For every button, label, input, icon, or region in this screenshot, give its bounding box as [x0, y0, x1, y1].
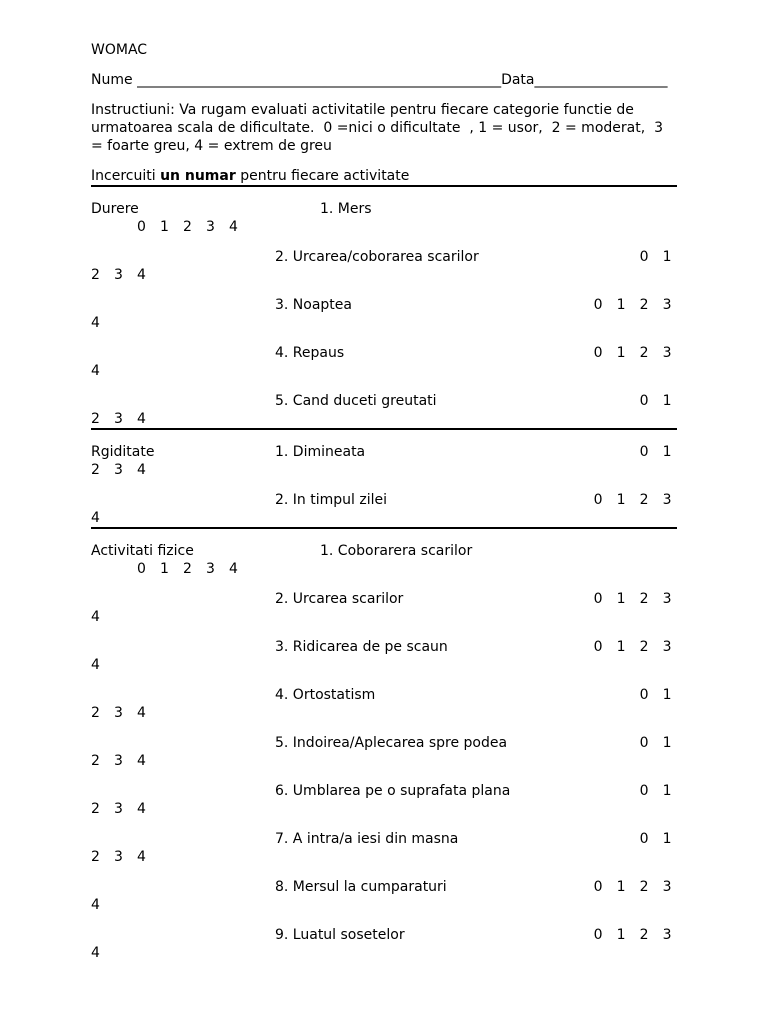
- item-label: 1. Dimineata: [275, 444, 366, 460]
- rating-scale: 0 1 2 3 4: [137, 561, 238, 577]
- rating-scale: 0 1: [639, 687, 672, 703]
- document-title: WOMAC: [91, 42, 148, 58]
- rating-scale-wrap: 4: [91, 897, 100, 913]
- directive-text: Incercuiti: [91, 168, 161, 184]
- rating-scale-wrap: 4: [91, 510, 100, 526]
- item-label: 2. In timpul zilei: [275, 492, 388, 508]
- item-label: 3. Noaptea: [275, 297, 352, 313]
- item-label: 1. Mers: [320, 201, 372, 217]
- rating-scale: 0 1: [639, 783, 672, 799]
- document-body: [91, 41, 677, 962]
- instruction-line: = foarte greu, 4 = extrem de greu: [91, 138, 332, 154]
- directive-emphasis: un numar: [160, 168, 236, 184]
- item-label: 8. Mersul la cumparaturi: [275, 879, 447, 895]
- item-row: [91, 491, 677, 527]
- rating-scale-wrap: 4: [91, 945, 100, 961]
- rating-scale: 0 1: [639, 444, 672, 460]
- rating-scale-wrap: 2 3 4: [91, 801, 146, 817]
- item-label: 5. Indoirea/Aplecarea spre podea: [275, 735, 508, 751]
- rating-scale: 0 1 2 3: [593, 297, 672, 313]
- rating-scale-wrap: 2 3 4: [91, 753, 146, 769]
- rating-scale: 0 1 2 3: [593, 927, 672, 943]
- item-label: 2. Urcarea/coborarea scarilor: [275, 249, 479, 265]
- directive-heading: [91, 167, 677, 187]
- rating-scale-wrap: 2 3 4: [91, 411, 146, 427]
- rating-scale: 0 1: [639, 735, 672, 751]
- rating-scale: 0 1 2 3 4: [137, 219, 238, 235]
- item-row: [91, 542, 677, 578]
- item-label: 7. A intra/a iesi din masna: [275, 831, 459, 847]
- section-label: Activitati fizice: [91, 543, 194, 559]
- item-label: 3. Ridicarea de pe scaun: [275, 639, 448, 655]
- name-label: Nume: [91, 72, 133, 88]
- rating-scale: 0 1: [639, 249, 672, 265]
- rating-scale: 0 1 2 3: [593, 639, 672, 655]
- item-row: [91, 296, 677, 332]
- section-rgiditate: [91, 430, 677, 529]
- instruction-line: urmatoarea scala de dificultate. 0 =nici o dificultate , 1 = usor, 2 = moderat, 3: [91, 120, 663, 136]
- section-activitati-fizice: [91, 529, 677, 962]
- item-row: [91, 443, 677, 479]
- item-row: [91, 878, 677, 914]
- item-label: 9. Luatul sosetelor: [275, 927, 405, 943]
- rating-scale-wrap: 2 3 4: [91, 267, 146, 283]
- instruction-line: Instructiuni: Va rugam evaluati activitatile pentru fiecare categorie functie de: [91, 102, 634, 118]
- section-label: Durere: [91, 201, 139, 217]
- item-label: 4. Ortostatism: [275, 687, 376, 703]
- rating-scale-wrap: 4: [91, 363, 100, 379]
- name-blank: ____________________________________________________: [137, 72, 502, 88]
- rating-scale: 0 1 2 3: [593, 879, 672, 895]
- rating-scale-wrap: 4: [91, 315, 100, 331]
- item-row: [91, 248, 677, 284]
- rating-scale-wrap: 4: [91, 609, 100, 625]
- rating-scale-wrap: 2 3 4: [91, 462, 146, 478]
- rating-scale-wrap: 2 3 4: [91, 849, 146, 865]
- rating-scale: 0 1: [639, 393, 672, 409]
- section-label: Rgiditate: [91, 444, 155, 460]
- section-durere: [91, 187, 677, 430]
- item-row: [91, 830, 677, 866]
- item-label: 2. Urcarea scarilor: [275, 591, 404, 607]
- item-row: [91, 782, 677, 818]
- item-label: 6. Umblarea pe o suprafata plana: [275, 783, 511, 799]
- instructions: [91, 101, 677, 155]
- item-label: 5. Cand duceti greutati: [275, 393, 437, 409]
- item-row: [91, 392, 677, 428]
- rating-scale: 0 1 2 3: [593, 345, 672, 361]
- item-row: [91, 926, 677, 962]
- rating-scale-wrap: 4: [91, 657, 100, 673]
- rating-scale-wrap: 2 3 4: [91, 705, 146, 721]
- item-label: 4. Repaus: [275, 345, 345, 361]
- item-row: [91, 734, 677, 770]
- directive-text: pentru fiecare activitate: [235, 168, 410, 184]
- rating-scale: 0 1 2 3: [593, 492, 672, 508]
- item-row: [91, 200, 677, 236]
- date-label: Data: [501, 72, 535, 88]
- rating-scale: 0 1: [639, 831, 672, 847]
- date-blank: ___________________: [534, 72, 668, 88]
- name-date-line: [91, 71, 677, 89]
- rating-scale: 0 1 2 3: [593, 591, 672, 607]
- item-label: 1. Coborarera scarilor: [320, 543, 473, 559]
- item-row: [91, 344, 677, 380]
- item-row: [91, 638, 677, 674]
- item-row: [91, 590, 677, 626]
- item-row: [91, 686, 677, 722]
